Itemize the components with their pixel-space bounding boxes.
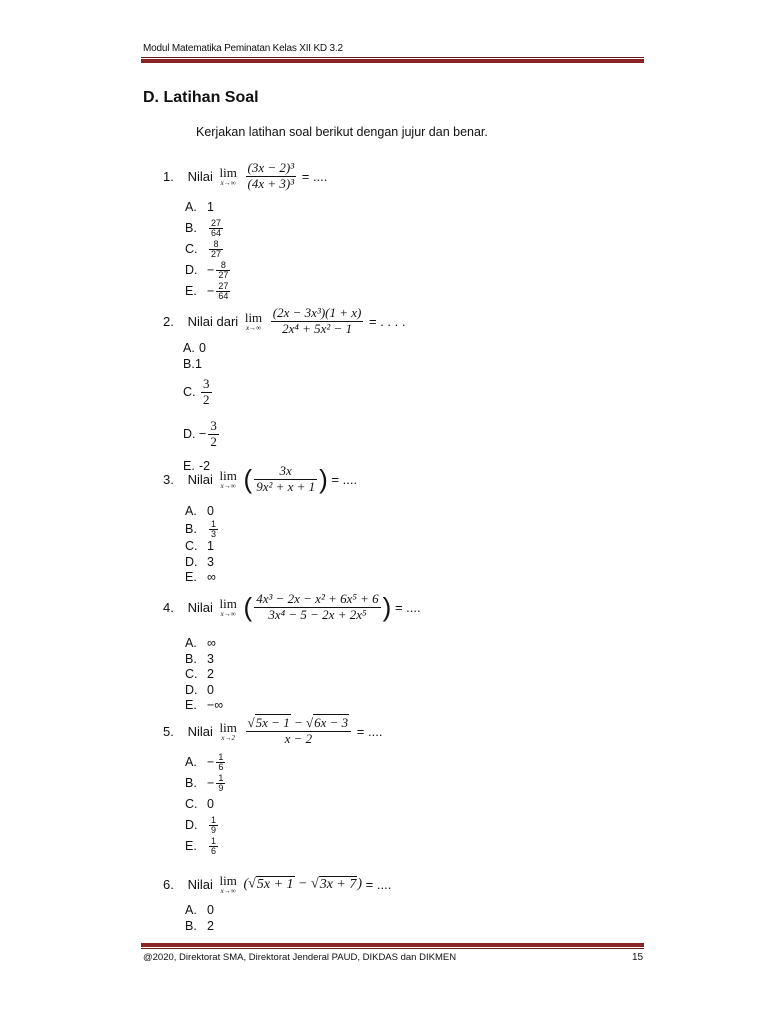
question-number: 3. [163,472,174,487]
option-e[interactable]: E. −∞ [185,698,224,712]
option-e[interactable]: E. − $\frac{27}{64}$ [185,280,229,302]
question-2 [163,306,406,337]
limit-expression: $\frac{\text{(2x − 3x³)(1 + x)}}{\text{2x⁴ + 5x² − 1}}$ [272,305,362,336]
header-rule-thin [141,57,644,58]
equals-dots: = . . . . [369,313,406,329]
limit-expression: (√5x + 1 − √3x + 7) [243,876,363,892]
question-6 [163,874,391,895]
options-1 [185,197,232,302]
option-d[interactable]: D. − $\frac{8}{27}$ [185,259,229,281]
limit-expression: $\frac{3x}{\text{9x² + x + 1}}$ [256,463,316,494]
option-b[interactable]: B. $\frac{1}{3}$ [185,518,217,539]
option-c[interactable]: C. 0 [185,797,214,811]
limit-expression: $\frac{\text{(3x − 2)³}}{\text{(4x + 3)³}}$ [247,160,295,191]
option-d[interactable]: D. 0 [185,682,214,697]
question-number: 1. [163,168,174,184]
limit-operator: lim x→∞ [219,164,237,187]
page-header-title: Modul Matematika Peminatan Kelas XII KD 3.2 [143,43,343,54]
limit-operator: lim x→∞ [219,873,237,895]
option-a[interactable]: A. 1 [185,200,214,214]
question-lead: Nilai [187,877,213,892]
question-number: 5. [163,723,174,739]
question-4 [163,592,421,623]
limit-operator: lim x→2 [219,719,237,742]
option-c[interactable]: C. $\frac{3}{2}$ [183,376,210,407]
question-1 [163,161,327,192]
question-5 [163,716,382,747]
options-5 [185,752,227,857]
option-a[interactable]: A. ∞ [185,636,216,650]
question-number: 6. [163,877,174,892]
limit-operator: lim x→∞ [219,468,237,490]
page-number: 15 [632,952,644,963]
footer-rule-thin [141,948,644,949]
intro-text: Kerjakan latihan soal berikut dengan jujur dan benar. [196,125,488,139]
section-title: D. Latihan Soal [143,89,259,106]
option-b[interactable]: B. $\frac{27}{64}$ [185,217,222,239]
right-paren: ) [382,592,392,622]
limit-operator: lim x→∞ [244,309,263,332]
equals-dots: = .... [365,877,392,892]
option-b[interactable]: B.1 [183,357,202,371]
question-number: 2. [163,313,174,329]
option-b[interactable]: B. 3 [185,651,214,666]
question-lead: Nilai [187,723,213,739]
left-paren: ( [243,592,253,622]
option-a[interactable]: A. 0 [185,504,214,518]
limit-expression: $\frac{\text{4x³ − 2x − x² + 6x⁵ + 6}}{\text{3x⁴ − 5 − 2x + 2x⁵}}$ [256,591,379,622]
options-3 [185,504,220,586]
option-d[interactable]: D. − $\frac{3}{2}$ [183,418,217,449]
option-b[interactable]: B. − $\frac{1}{9}$ [185,772,224,794]
option-e[interactable]: E. $\frac{1}{6}$ [185,835,217,857]
option-c[interactable]: C. $\frac{8}{27}$ [185,238,222,260]
question-lead: Nilai [187,472,213,487]
options-6 [185,903,214,934]
equals-dots: = .... [394,600,421,615]
option-a[interactable]: A. 0 [185,903,214,917]
footer-credit: @2020, Direktorat SMA, Direktorat Jenderal PAUD, DIKDAS dan DIKMEN [143,952,457,963]
limit-operator: lim x→∞ [219,596,237,618]
footer-rule-thick [141,943,644,947]
equals-dots: = .... [356,723,383,739]
equals-dots: = .... [301,168,328,184]
options-4 [185,636,223,714]
option-b[interactable]: B. 2 [185,918,214,933]
options-2 [183,341,221,475]
question-lead: Nilai [187,168,213,184]
right-paren: ) [319,464,328,494]
question-3 [163,464,357,495]
question-lead: Nilai [187,600,213,615]
question-lead: Nilai dari [187,313,239,329]
option-c[interactable]: C. 1 [185,539,214,554]
limit-expression: $\frac{√5x - 1 - √6x - 3}{x - 2}$ [246,716,352,747]
option-a[interactable]: A. 0 [183,341,206,355]
option-e[interactable]: E. -2 [183,459,211,473]
option-a[interactable]: A. − $\frac{1}{6}$ [185,751,224,773]
option-c[interactable]: C. 2 [185,667,214,681]
option-e[interactable]: E. ∞ [185,570,216,585]
option-d[interactable]: D. $\frac{1}{9}$ [185,814,217,836]
header-rule-thick [141,59,644,63]
option-d[interactable]: D. 3 [185,554,214,569]
left-paren: ( [243,464,253,494]
question-number: 4. [163,600,174,615]
equals-dots: = .... [331,472,358,487]
